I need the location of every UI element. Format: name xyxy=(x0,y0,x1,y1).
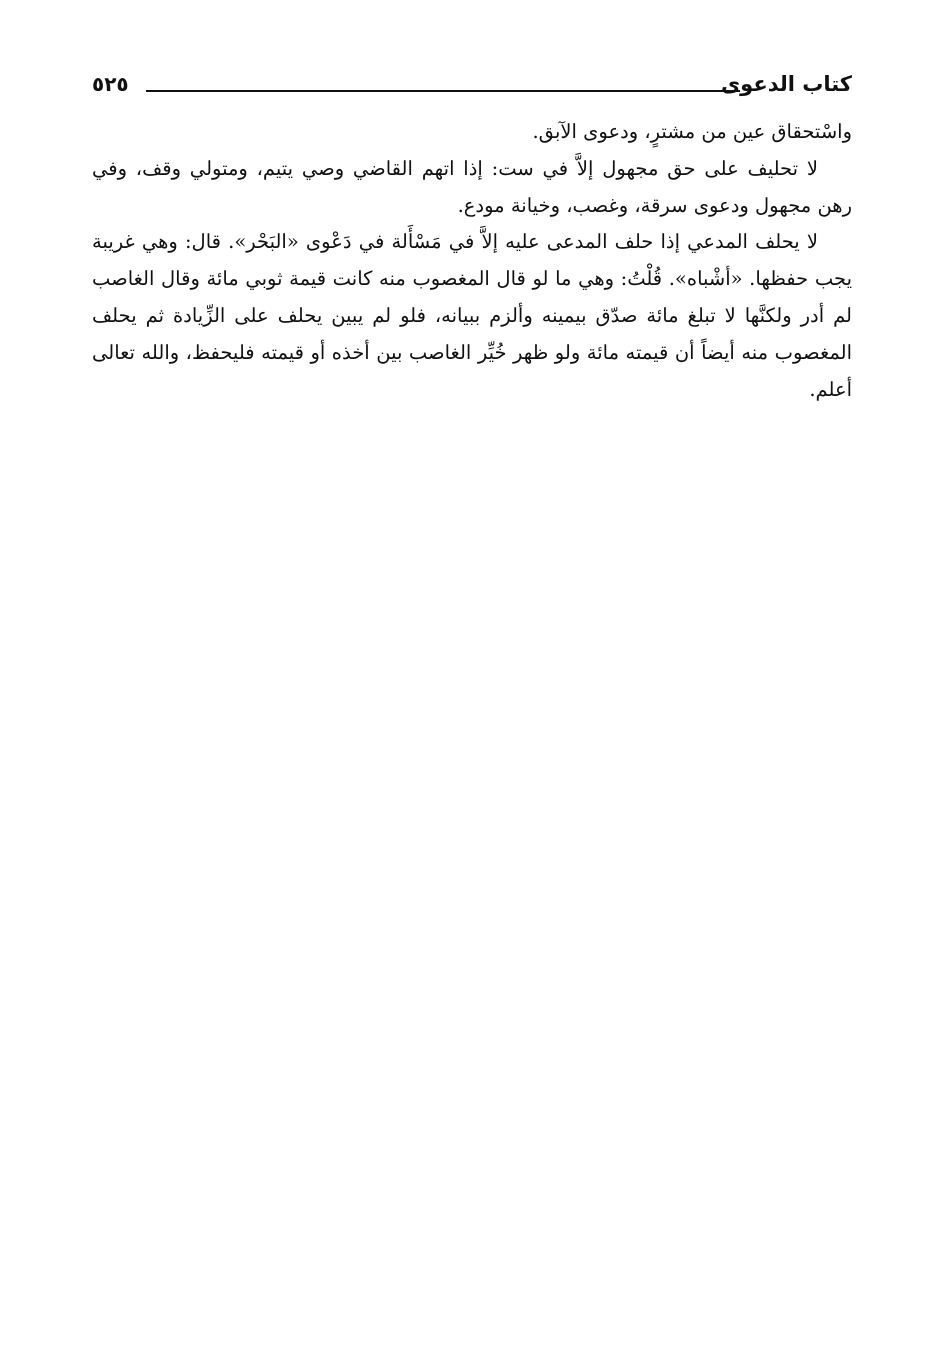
page-header xyxy=(92,66,852,106)
header-rule xyxy=(146,90,740,92)
paragraph-2: لا تحليف على حق مجهول إلاَّ في ست: إذا اتهم القاضي وصي يتيم، ومتولي وقف، وفي رهن مجهول ودعوى سرقة، وغصب، وخيانة مودع. xyxy=(92,156,852,217)
paragraph-3: لا يحلف المدعي إذا حلف المدعى عليه إلاَّ في مَسْأَلة في دَعْوى «البَحْر». قال: وهي غريبة يجب حفظها. «أشْباه». قُلْتُ: وهي ما لو قال المغصوب منه كانت قيمة ثوبي مائة وقال الغاصب لم أدر ولكنَّها لا تبلغ مائة صدّق بيمينه وألزم ببيانه، فلو لم يبين يحلف على الزِّيادة ثم يحلف المغصوب منه أيضاً أن قيمته مائة ولو ظهر خُيِّر الغاصب بين أخذه أو قيمته فليحفظ، والله تعالى أعلم. xyxy=(92,230,852,401)
body-text xyxy=(92,114,852,408)
running-title: كتاب الدعوى xyxy=(720,72,852,96)
page-number: ٥٢٥ xyxy=(92,72,129,96)
paragraph-1: واسْتحقاق عين من مشترٍ، ودعوى الآبق. xyxy=(532,120,852,143)
